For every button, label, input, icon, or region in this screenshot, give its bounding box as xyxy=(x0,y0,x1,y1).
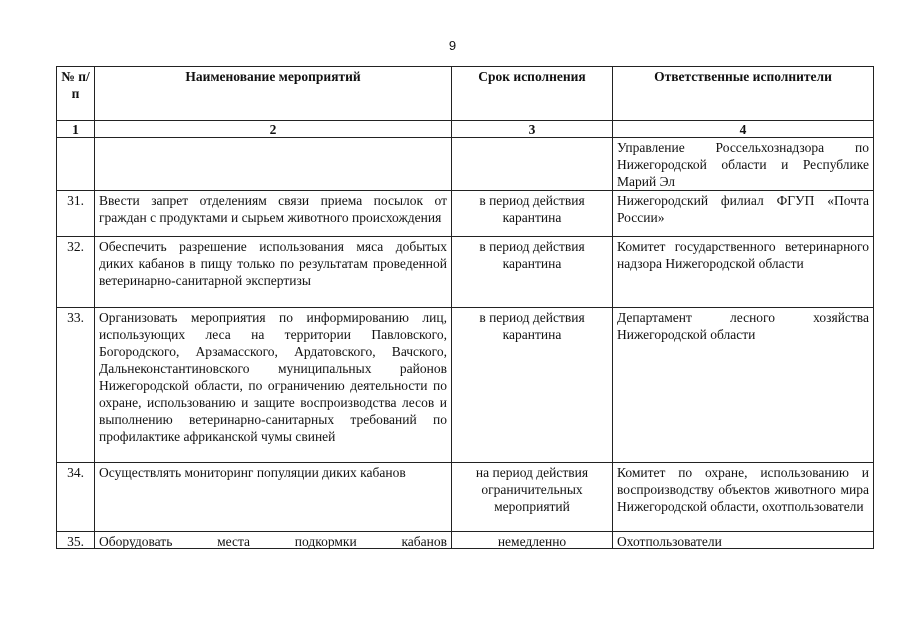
measures-table xyxy=(56,66,874,549)
row-name: Организовать мероприятия по информированию лиц, использующих леса на территории Павловского, Богородского, Арзамасского, Ардатовского, Вачского, Дальнеконстантиновского муниципальных районов Нижегородской области, по ограничению деятельности по охране, использованию и защите воспроизводства лесов и выполнению ветеринарно-санитарных требований по профилактике африканской чумы свиней xyxy=(95,308,452,463)
table-row xyxy=(57,532,874,549)
row-name: Оборудовать места подкормки кабанов xyxy=(95,532,452,549)
row-num: 32. xyxy=(57,237,95,308)
column-number: 3 xyxy=(452,121,613,138)
row-name: Обеспечить разрешение использования мяса добытых диких кабанов в пищу только по результатам проведенной ветеринарно-санитарной экспертизы xyxy=(95,237,452,308)
header-resp: Ответственные исполнители xyxy=(613,67,874,121)
header-num: № п/п xyxy=(57,67,95,121)
row-num: 31. xyxy=(57,191,95,237)
table-row xyxy=(57,463,874,532)
row-resp: Нижегородский филиал ФГУП «Почта России» xyxy=(613,191,874,237)
table-header-row xyxy=(57,67,874,121)
row-resp: Комитет по охране, использованию и воспроизводству объектов животного мира Нижегородской области, охотпользователи xyxy=(613,463,874,532)
row-term: в период действия карантина xyxy=(452,308,613,463)
column-number: 4 xyxy=(613,121,874,138)
row-name: Ввести запрет отделениям связи приема посылок от граждан с продуктами и сырьем животного происхождения xyxy=(95,191,452,237)
column-number: 1 xyxy=(57,121,95,138)
row-resp: Департамент лесного хозяйства Нижегородской области xyxy=(613,308,874,463)
row-term: в период действия карантина xyxy=(452,237,613,308)
column-number-row xyxy=(57,121,874,138)
row-num: 34. xyxy=(57,463,95,532)
row-num: 33. xyxy=(57,308,95,463)
row-term xyxy=(452,138,613,191)
header-term: Срок исполнения xyxy=(452,67,613,121)
table-row xyxy=(57,308,874,463)
row-term: на период действия ограничительных мероприятий xyxy=(452,463,613,532)
header-name: Наименование мероприятий xyxy=(95,67,452,121)
table-row xyxy=(57,138,874,191)
row-name xyxy=(95,138,452,191)
row-name: Осуществлять мониторинг популяции диких кабанов xyxy=(95,463,452,532)
table-row xyxy=(57,237,874,308)
row-resp: Комитет государственного ветеринарного надзора Нижегородской области xyxy=(613,237,874,308)
row-term: немедленно xyxy=(452,532,613,549)
row-resp: Управление Россельхознадзора по Нижегородской области и Республике Марий Эл xyxy=(613,138,874,191)
page-number: 9 xyxy=(448,38,457,53)
row-resp: Охотпользователи xyxy=(613,532,874,549)
row-num xyxy=(57,138,95,191)
row-term: в период действия карантина xyxy=(452,191,613,237)
row-num: 35. xyxy=(57,532,95,549)
column-number: 2 xyxy=(95,121,452,138)
table-row xyxy=(57,191,874,237)
